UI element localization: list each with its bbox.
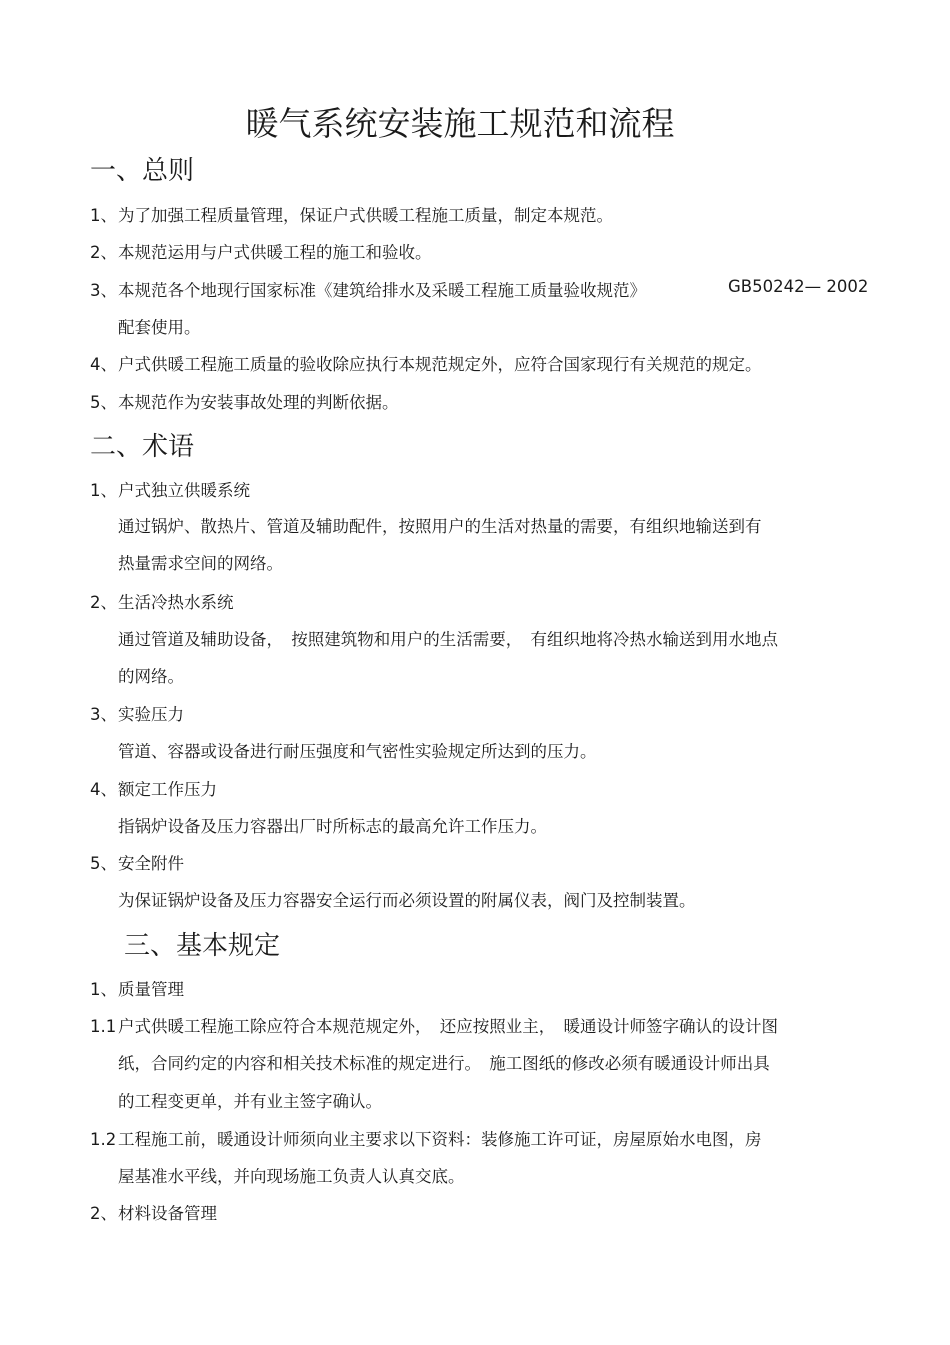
term-name: 户式独立供暖系统 bbox=[118, 481, 250, 500]
term-2-name bbox=[90, 589, 234, 613]
item-text: 本规范运用与户式供暖工程的施工和验收。 bbox=[118, 243, 432, 262]
rule-1-2-continuation: 屋基准水平线，并向现场施工负责人认真交底。 bbox=[118, 1167, 465, 1186]
rule-1-1-continuation-2: 的工程变更单，并有业主签字确认。 bbox=[118, 1092, 382, 1111]
rule-1 bbox=[90, 976, 184, 1000]
rule-1-1-continuation: 纸，合同约定的内容和相关技术标准的规定进行。 施工图纸的修改必须有暖通设计师出具 bbox=[118, 1054, 770, 1073]
section-heading-terms: 二、术语 bbox=[90, 432, 195, 462]
item-text: 材料设备管理 bbox=[118, 1204, 217, 1223]
general-item-4 bbox=[90, 351, 762, 375]
term-5-name bbox=[90, 850, 184, 874]
item-text: 户式供暖工程施工除应符合本规范规定外， 还应按照业主， 暖通设计师签字确认的设计图 bbox=[118, 1017, 778, 1036]
item-text: 户式供暖工程施工质量的验收除应执行本规范规定外，应符合国家现行有关规范的规定。 bbox=[118, 355, 762, 374]
term-1-name bbox=[90, 477, 250, 501]
rule-1-2 bbox=[90, 1126, 762, 1150]
item-number: 4、 bbox=[90, 355, 117, 374]
item-number: 1、 bbox=[90, 980, 117, 999]
term-2-definition: 通过管道及辅助设备， 按照建筑物和用户的生活需要， 有组织地将冷热水输送到用水地点 bbox=[118, 630, 778, 649]
term-name: 实验压力 bbox=[118, 705, 184, 724]
item-text: 工程施工前，暖通设计师须向业主要求以下资料：装修施工许可证，房屋原始水电图，房 bbox=[118, 1130, 762, 1149]
item-number: 2、 bbox=[90, 1204, 117, 1223]
item-number: 1、 bbox=[90, 206, 117, 225]
term-4-definition: 指锅炉设备及压力容器出厂时所标志的最高允许工作压力。 bbox=[118, 817, 547, 836]
term-3-name bbox=[90, 701, 184, 725]
document-title: 暖气系统安装施工规范和流程 bbox=[245, 104, 675, 143]
term-3-definition: 管道、容器或设备进行耐压强度和气密性实验规定所达到的压力。 bbox=[118, 742, 597, 761]
item-number: 3、 bbox=[90, 281, 117, 300]
item-text: 质量管理 bbox=[118, 980, 184, 999]
item-number: 5、 bbox=[90, 393, 117, 412]
general-item-3 bbox=[90, 277, 646, 301]
item-number: 4、 bbox=[90, 780, 117, 799]
item-text: 本规范作为安装事故处理的判断依据。 bbox=[118, 393, 399, 412]
general-item-2 bbox=[90, 239, 432, 263]
term-1-definition-continuation: 热量需求空间的网络。 bbox=[118, 554, 283, 573]
standard-code: GB50242— 2002 bbox=[728, 277, 869, 296]
general-item-3-continuation: 配套使用。 bbox=[118, 318, 201, 337]
term-2-definition-continuation: 的网络。 bbox=[118, 667, 184, 686]
rule-2 bbox=[90, 1200, 217, 1224]
item-number: 1.1 bbox=[90, 1017, 117, 1036]
term-name: 安全附件 bbox=[118, 854, 184, 873]
item-text: 为了加强工程质量管理，保证户式供暖工程施工质量，制定本规范。 bbox=[118, 206, 613, 225]
rule-1-1 bbox=[90, 1013, 778, 1037]
item-number: 2、 bbox=[90, 243, 117, 262]
term-5-definition: 为保证锅炉设备及压力容器安全运行而必须设置的附属仪表，阀门及控制装置。 bbox=[118, 891, 696, 910]
item-number: 2、 bbox=[90, 593, 117, 612]
term-1-definition: 通过锅炉、散热片、管道及辅助配件，按照用户的生活对热量的需要，有组织地输送到有 bbox=[118, 517, 762, 536]
general-item-1 bbox=[90, 202, 613, 226]
item-number: 3、 bbox=[90, 705, 117, 724]
term-name: 额定工作压力 bbox=[118, 780, 217, 799]
item-number: 5、 bbox=[90, 854, 117, 873]
section-heading-general: 一、总则 bbox=[90, 156, 195, 186]
item-number: 1.2 bbox=[90, 1130, 117, 1149]
term-name: 生活冷热水系统 bbox=[118, 593, 234, 612]
term-4-name bbox=[90, 776, 217, 800]
item-text: 本规范各个地现行国家标准《建筑给排水及采暖工程施工质量验收规范》 bbox=[118, 281, 646, 300]
general-item-5 bbox=[90, 389, 399, 413]
section-heading-basic-rules: 三、基本规定 bbox=[124, 931, 281, 961]
item-number: 1、 bbox=[90, 481, 117, 500]
